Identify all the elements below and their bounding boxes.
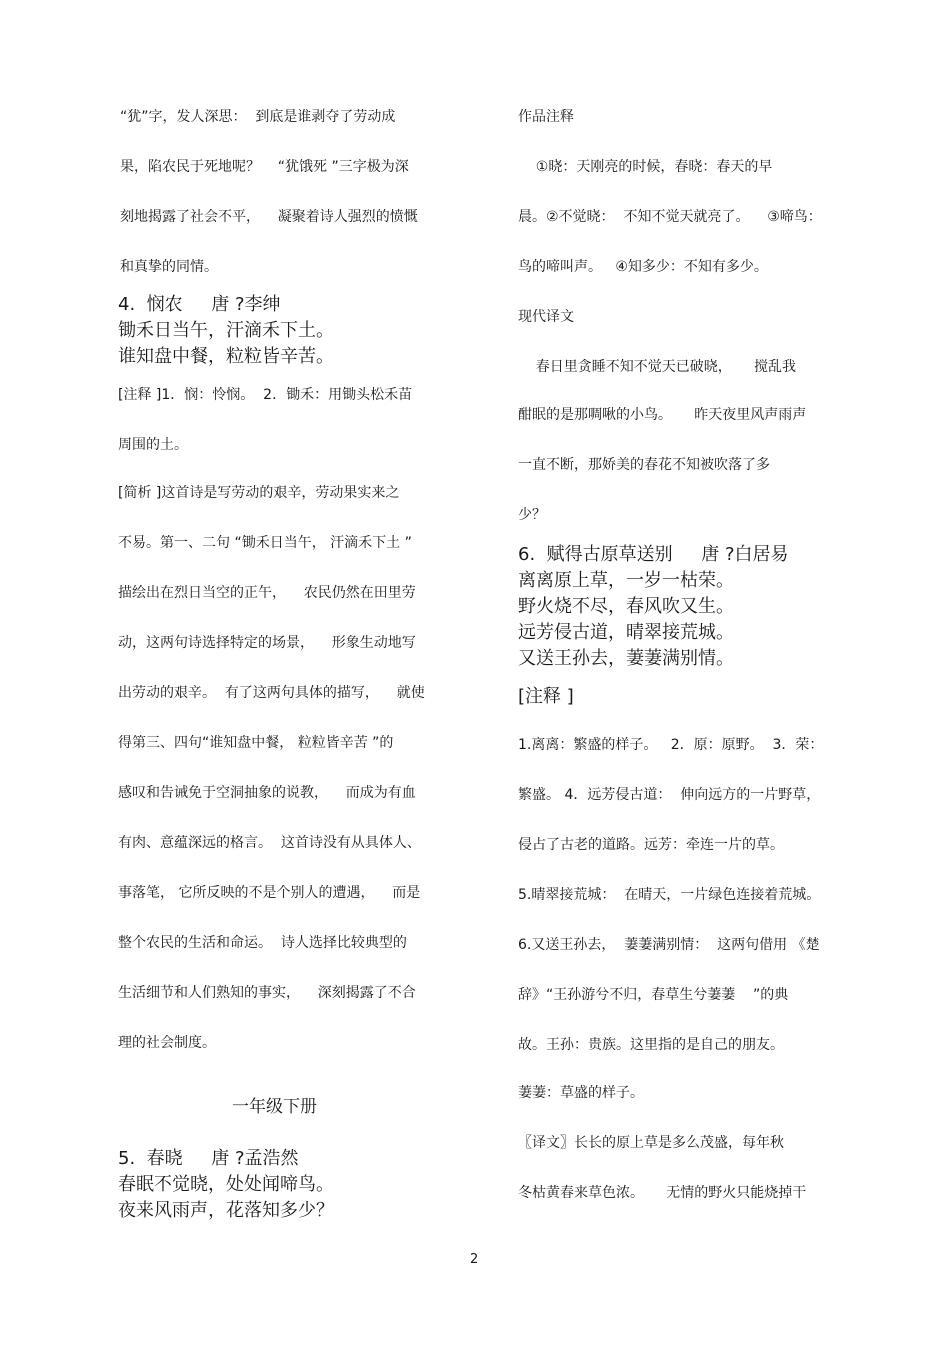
text-line: 冬枯黄春来草色浓。 无情的野火只能烧掉干 — [518, 1185, 807, 1201]
text-line: 有肉、意蕴深远的格言。 这首诗没有从具体人、 — [118, 835, 421, 851]
text-line: 晨。②不觉晓： 不知不觉天就亮了。 ③啼鸟： — [518, 209, 822, 225]
text-line: 感叹和告诫免于空洞抽象的说教， 而成为有血 — [118, 785, 416, 801]
poem-line: 又送王孙去，萋萋满别情。 — [518, 648, 734, 669]
text-line: 作品注释 — [518, 109, 574, 125]
text-line: 得第三、四句“谁知盘中餐， 粒粒皆辛苦 ”的 — [118, 735, 394, 751]
text-line: 1.离离：繁盛的样子。 2．原：原野。 3．荣： — [518, 737, 824, 753]
poem-title: 6. 赋得古原草送别 唐 ?白居易 — [518, 544, 789, 565]
text-line: 现代译文 — [518, 309, 574, 325]
poem-line: 远芳侵古道，晴翠接荒城。 — [518, 622, 734, 643]
text-line: [注释 ]1．悯：怜悯。 2．锄禾：用锄头松禾苗 — [118, 387, 413, 403]
text-line: 一直不断，那娇美的春花不知被吹落了多 — [518, 457, 770, 473]
page-number: 2 — [470, 1252, 479, 1267]
text-line: 理的社会制度。 — [118, 1035, 216, 1051]
text-line: 侵占了古老的道路。远芳：牵连一片的草。 — [518, 837, 784, 853]
text-line: 少？ — [518, 507, 546, 523]
text-line: 繁盛。 4．远芳侵古道： 伸向远方的一片野草， — [518, 787, 821, 803]
text-line: 〖译文〗长长的原上草是多么茂盛，每年秋 — [518, 1135, 784, 1151]
text-line: 描绘出在烈日当空的正午， 农民仍然在田里劳 — [118, 585, 416, 601]
text-line: 6.又送王孙去， 萋萋满别情： 这两句借用 《楚 — [518, 937, 820, 953]
text-line: 整个农民的生活和命运。 诗人选择比较典型的 — [118, 935, 407, 951]
section-title: 一年级下册 — [232, 1097, 317, 1117]
text-line: 5.晴翠接荒城： 在晴天，一片绿色连接着荒城。 — [518, 887, 821, 903]
poem-title: 4. 悯农 唐 ?李绅 — [118, 294, 281, 315]
text-line: 酣眠的是那啁啾的小鸟。 昨天夜里风声雨声 — [518, 407, 807, 423]
text-line: 生活细节和人们熟知的事实， 深刻揭露了不合 — [118, 985, 416, 1001]
text-line: 和真挚的同情。 — [120, 259, 218, 275]
text-line: 事落笔， 它所反映的不是个别人的遭遇， 而是 — [118, 885, 421, 901]
poem-line: 春眠不觉晓，处处闻啼鸟。 — [118, 1174, 334, 1195]
poem-line: 谁知盘中餐，粒粒皆辛苦。 — [118, 346, 334, 367]
text-line: 出劳动的艰辛。 有了这两句具体的描写， 就使 — [118, 685, 425, 701]
text-line: 周围的土。 — [118, 437, 188, 453]
text-line: ①晓：天刚亮的时候，春晓：春天的早 — [518, 159, 773, 175]
text-line: 鸟的啼叫声。 ④知多少：不知有多少。 — [518, 259, 768, 275]
poem-line: 锄禾日当午，汗滴禾下土。 — [118, 320, 334, 341]
text-line: [简析 ]这首诗是写劳动的艰辛，劳动果实来之 — [118, 485, 400, 501]
text-line: 辞》“王孙游兮不归，春草生兮萋萋 ”的典 — [518, 987, 789, 1003]
text-line: 动，这两句诗选择特定的场景， 形象生动地写 — [118, 635, 416, 651]
text-line: 萋萋：草盛的样子。 — [518, 1085, 644, 1101]
poem-line: 野火烧不尽，春风吹又生。 — [518, 596, 734, 617]
text-line: “犹”字，发人深思： 到底是谁剥夺了劳动成 — [120, 109, 396, 125]
text-line: 春日里贪睡不知不觉天已破晓， 搅乱我 — [518, 359, 797, 375]
poem-line: 夜来风雨声，花落知多少？ — [118, 1200, 334, 1221]
poem-title: 5. 春晓 唐 ?孟浩然 — [118, 1148, 299, 1169]
text-line: 刻地揭露了社会不平， 凝聚着诗人强烈的愤慨 — [120, 209, 418, 225]
text-line: 不易。第一、二句 “锄禾日当午， 汗滴禾下土 ” — [118, 535, 412, 551]
text-line: 故。王孙：贵族。这里指的是自己的朋友。 — [518, 1037, 784, 1053]
notes-heading: [注释 ] — [518, 686, 574, 707]
poem-line: 离离原上草，一岁一枯荣。 — [518, 570, 734, 591]
text-line: 果，陷农民于死地呢？ “犹饿死 ”三字极为深 — [120, 159, 409, 175]
